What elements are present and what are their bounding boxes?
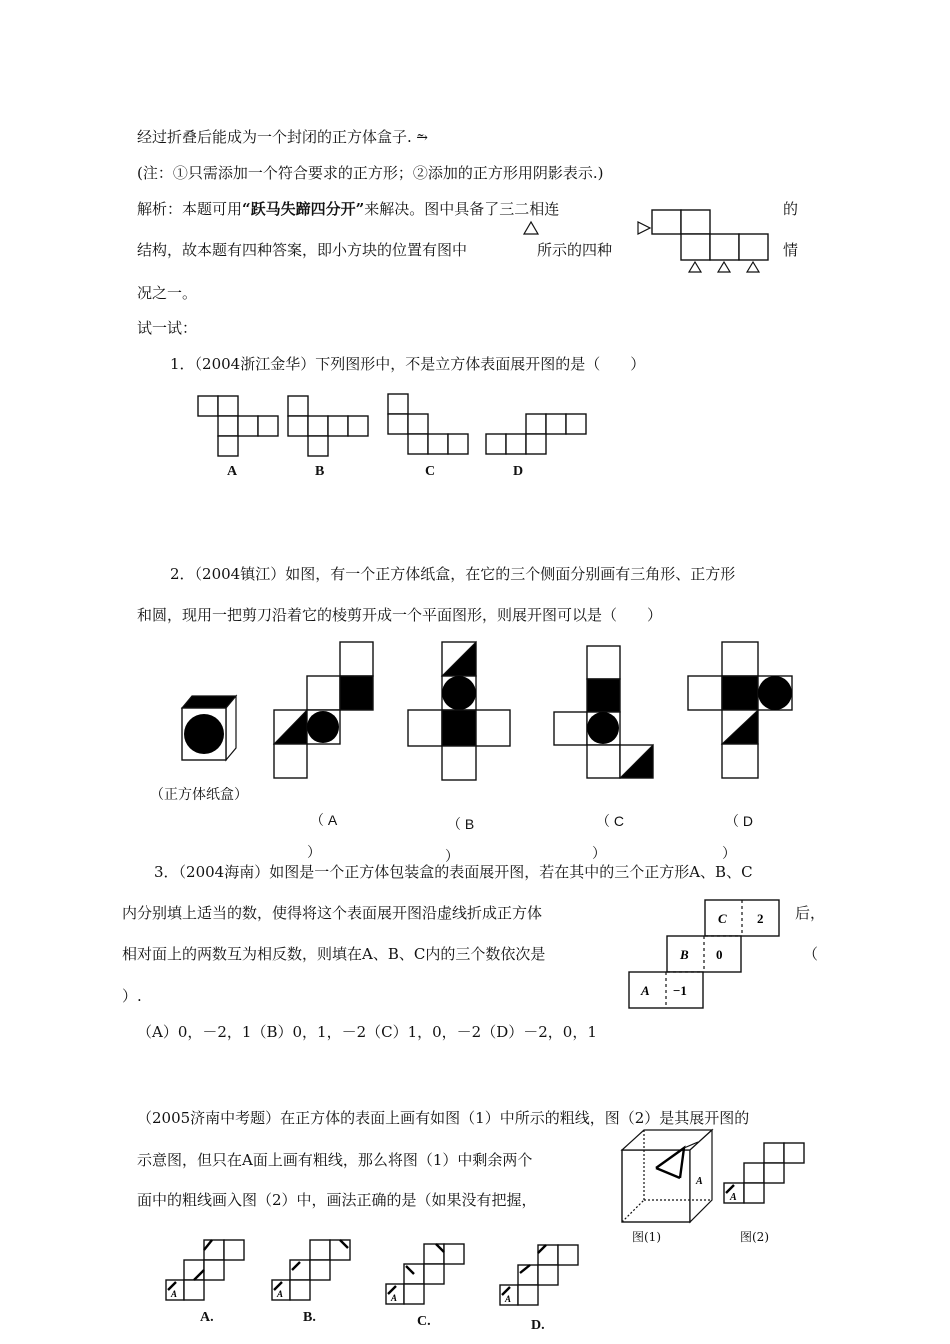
analysis-qing: 情 bbox=[783, 241, 799, 259]
q1-net-c bbox=[388, 394, 468, 454]
q3-text-4: ）. bbox=[122, 987, 142, 1005]
q4-option-a-net bbox=[164, 1238, 246, 1308]
q3-text-3b: （ bbox=[803, 945, 819, 963]
q3-net bbox=[627, 898, 783, 1010]
q2-text-2: 和圆，现用一把剪刀沿着它的棱剪开成一个平面图形，则展开图可以是（ ） bbox=[137, 606, 663, 624]
q1-net-b bbox=[288, 396, 368, 456]
q3-cell-a: A bbox=[641, 983, 650, 998]
analysis-line-1: 解析：本题可用“跃马失蹄四分开”来解决。图中具备了三二相连 bbox=[137, 200, 560, 218]
q4-label-b: B. bbox=[303, 1310, 316, 1325]
q4-text-2: 示意图，但只在A面上画有粗线，那么将图（1）中剩余两个 bbox=[137, 1151, 533, 1169]
q3-cell-0: 0 bbox=[716, 947, 723, 962]
q2-option-c-close: ） bbox=[592, 845, 606, 861]
q4-fig2-caption: 图(2) bbox=[740, 1230, 769, 1244]
q4-fig2-face-label: A bbox=[730, 1192, 737, 1203]
q4-option-b-net bbox=[270, 1238, 352, 1308]
q4-fig2-net bbox=[722, 1141, 808, 1209]
q3-cell-c: C bbox=[718, 911, 727, 926]
q1-net-d bbox=[486, 414, 586, 454]
q4-option-c-face: A bbox=[391, 1293, 398, 1303]
q2-net-d bbox=[686, 640, 796, 782]
q2-option-d-close: ） bbox=[722, 845, 736, 861]
q1-figures bbox=[196, 394, 596, 460]
q1-label-c: C bbox=[425, 464, 436, 479]
q4-option-d-net bbox=[498, 1243, 580, 1313]
q4-text-1: （2005济南中考题）在正方体的表面上画有如图（1）中所示的粗线，图（2）是其展开图的 bbox=[137, 1109, 750, 1127]
intro-line-1: 经过折叠后能成为一个封闭的正方体盒子. ⥲ bbox=[137, 128, 428, 146]
q3-cell-neg1: −1 bbox=[673, 983, 687, 998]
q2-net-b bbox=[407, 640, 513, 784]
q2-box-caption: （正方体纸盒） bbox=[150, 787, 248, 803]
q4-option-b-face: A bbox=[277, 1289, 284, 1299]
analysis-line-2: 结构，故本题有四种答案，即小方块的位置有图中 bbox=[137, 241, 468, 259]
q2-option-a: （ A bbox=[310, 812, 338, 828]
q2-net-a bbox=[272, 640, 374, 780]
q2-net-c bbox=[552, 644, 656, 782]
q4-fig1-face-label: A bbox=[696, 1176, 703, 1187]
q1-label-b: B bbox=[315, 464, 325, 479]
try-label: 试一试： bbox=[137, 319, 198, 337]
q3-text-2b: 后， bbox=[795, 904, 826, 922]
q2-option-d: （ D bbox=[725, 813, 754, 829]
analysis-line-2b: 所示的四种 bbox=[537, 241, 613, 259]
q2-option-c: （ C bbox=[596, 813, 625, 829]
q3-text-3: 相对面上的两数互为相反数，则填在A、B、C内的三个数依次是 bbox=[122, 945, 546, 963]
analysis-line-3: 况之一。 bbox=[137, 284, 198, 302]
q3-text-1: 3．（2004海南）如图是一个正方体包装盒的表面展开图，若在其中的三个正方形A、B、C bbox=[154, 863, 753, 881]
q4-fig1-cube bbox=[620, 1128, 716, 1228]
analysis-de: 的 bbox=[783, 200, 799, 218]
q3-choices: （A）0，－2，1（B）0，1，－2（C）1，0，－2（D）－2，0，1 bbox=[137, 1023, 597, 1041]
q4-text-3: 面中的粗线画入图（2）中，画法正确的是（如果没有把握， bbox=[137, 1191, 537, 1209]
intro-note: (注：①只需添加一个符合要求的正方形；②添加的正方形用阴影表示.) bbox=[137, 164, 604, 182]
q3-text-2: 内分别填上适当的数，使得将这个表面展开图沿虚线折成正方体 bbox=[122, 904, 543, 922]
q2-option-b: （ B bbox=[447, 816, 475, 832]
q1-label-a: A bbox=[227, 464, 238, 479]
q4-label-c: C. bbox=[417, 1314, 431, 1329]
analysis-net-figure bbox=[638, 206, 778, 276]
scribble-icon: ⥲ bbox=[411, 130, 428, 146]
q4-option-a-face: A bbox=[171, 1289, 178, 1299]
q2-cube-box bbox=[178, 694, 238, 764]
q3-cell-2: 2 bbox=[757, 911, 764, 926]
q4-option-c-net bbox=[384, 1242, 466, 1312]
q2-option-b-close: ） bbox=[445, 848, 459, 864]
q3-cell-b: B bbox=[680, 947, 689, 962]
q1-label-d: D bbox=[513, 464, 524, 479]
q1-net-a bbox=[198, 396, 278, 456]
q4-fig1-caption: 图(1) bbox=[632, 1230, 661, 1244]
q2-option-a-close: ） bbox=[307, 844, 321, 860]
q2-text-1: 2．（2004镇江）如图，有一个正方体纸盒，在它的三个侧面分别画有三角形、正方形 bbox=[170, 565, 736, 583]
q4-option-d-face: A bbox=[505, 1294, 512, 1304]
triangle-marker-icon bbox=[522, 220, 540, 236]
q1-text: 1．（2004浙江金华）下列图形中，不是立方体表面展开图的是（ ） bbox=[170, 355, 646, 373]
q4-label-d: D. bbox=[531, 1318, 545, 1333]
q4-label-a: A. bbox=[200, 1310, 214, 1325]
